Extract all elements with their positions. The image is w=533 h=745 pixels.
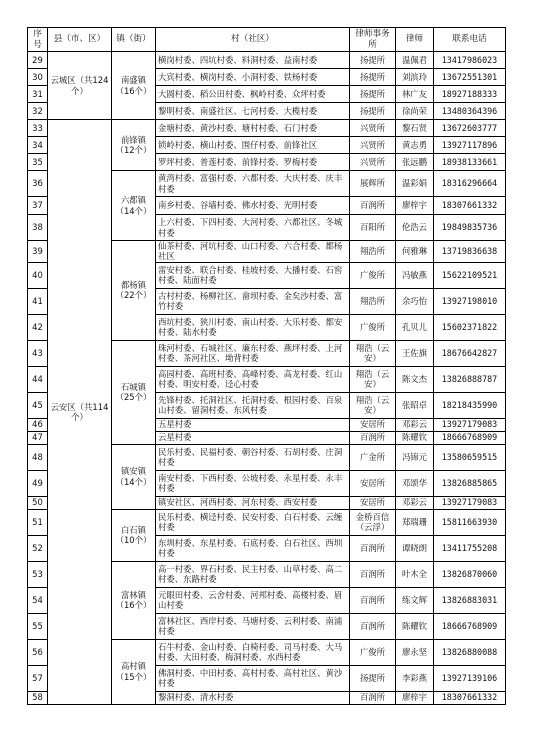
firm-cell: 百润所	[350, 535, 396, 561]
village-cell: 民乐村委、横迳村委、民安村委、白石村委、云缠村委	[156, 509, 350, 535]
lawyer-cell: 林广友	[396, 86, 434, 103]
lawyer-cell: 谭晓朗	[396, 535, 434, 561]
lawyer-cell: 练文辉	[396, 587, 434, 613]
firm-cell: 百润所	[350, 431, 396, 444]
seq-cell: 46	[28, 418, 48, 431]
lawyer-cell: 余巧怡	[396, 288, 434, 314]
lawyer-cell: 邓彩云	[396, 418, 434, 431]
lawyer-cell: 温佩君	[396, 52, 434, 69]
seq-cell: 31	[28, 86, 48, 103]
firm-cell: 百阳所	[350, 215, 396, 241]
lawyer-cell: 温彩娟	[396, 171, 434, 197]
phone-cell: 13826870060	[434, 561, 506, 587]
table-body	[28, 28, 506, 705]
lawyer-cell: 黄志勇	[396, 137, 434, 154]
town-cell: 都杨镇（22个）	[112, 241, 156, 341]
firm-cell: 兴贤所	[350, 154, 396, 171]
county-cell: 云城区（共124个）	[48, 52, 112, 120]
firm-cell: 安居所	[350, 418, 396, 431]
village-cell: 上六村委、下四村委、大河村委、六都社区、冬城村委	[156, 215, 350, 241]
village-cell: 珠河村委、石城社区、廉东村委、燕坪村委、上河村委、茶河社区、坳背村委	[156, 340, 350, 366]
village-cell: 东圳村委、东星村委、石底村委、白石社区、西圳村委	[156, 535, 350, 561]
lawyer-cell: 廖梓宇	[396, 197, 434, 215]
header-phone: 联系电话	[434, 28, 506, 52]
firm-cell: 百润所	[350, 691, 396, 704]
header-firm: 律师事务所	[350, 28, 396, 52]
firm-cell: 扬提所	[350, 86, 396, 103]
seq-cell: 32	[28, 103, 48, 120]
village-cell: 南安村委、下西村委、公坡村委、永星村委、永丰村委	[156, 470, 350, 496]
header-row	[28, 28, 506, 52]
phone-cell: 13826880088	[434, 639, 506, 665]
phone-cell: 18316296664	[434, 171, 506, 197]
seq-cell: 29	[28, 52, 48, 69]
header-county: 县（市、区）	[48, 28, 112, 52]
town-cell: 石城镇（25个）	[112, 340, 156, 444]
header-village: 村（社区）	[156, 28, 350, 52]
firm-cell: 扬提所	[350, 69, 396, 86]
phone-cell: 13480364396	[434, 103, 506, 120]
firm-cell: 百润所	[350, 561, 396, 587]
phone-cell: 15602371822	[434, 314, 506, 340]
seq-cell: 30	[28, 69, 48, 86]
seq-cell: 36	[28, 171, 48, 197]
phone-cell: 13719836638	[434, 241, 506, 263]
phone-cell: 18218435990	[434, 392, 506, 418]
firm-cell: 翔浩（云安）	[350, 340, 396, 366]
firm-cell: 翔浩（云安）	[350, 366, 396, 392]
seq-cell: 47	[28, 431, 48, 444]
phone-cell: 13927117896	[434, 137, 506, 154]
lawyer-cell: 伦浩云	[396, 215, 434, 241]
phone-cell: 18307661332	[434, 691, 506, 704]
seq-cell: 40	[28, 262, 48, 288]
village-cell: 金塘村委、黄沙村委、塘村村委、石门村委	[156, 120, 350, 137]
village-cell: 高一村委、界石村委、民主村委、山草村委、高二村委、东路村委	[156, 561, 350, 587]
phone-cell: 15622109521	[434, 262, 506, 288]
lawyer-cell: 陈耀钦	[396, 613, 434, 639]
village-cell: 古村村委、杨柳社区、畲坝村委、金矣沙村委、富竹村委	[156, 288, 350, 314]
firm-cell: 安居所	[350, 470, 396, 496]
village-cell: 佛洞村委、中田村委、高村村委、高村社区、黄沙村委	[156, 665, 350, 691]
header-town: 镇（街）	[112, 28, 156, 52]
phone-cell: 13927139106	[434, 665, 506, 691]
phone-cell: 18666768909	[434, 431, 506, 444]
lawyer-cell: 冯敏燕	[396, 262, 434, 288]
lawyer-cell: 何雅琳	[396, 241, 434, 263]
seq-cell: 55	[28, 613, 48, 639]
village-cell: 黎明村委、南盛社区、七河村委、大榄村委	[156, 103, 350, 120]
phone-cell: 18938133661	[434, 154, 506, 171]
phone-cell: 18927188333	[434, 86, 506, 103]
lawyer-cell: 徐尚荣	[396, 103, 434, 120]
phone-cell: 13826888787	[434, 366, 506, 392]
firm-cell: 广俊所	[350, 639, 396, 665]
seq-cell: 42	[28, 314, 48, 340]
phone-cell: 15811663930	[434, 509, 506, 535]
seq-cell: 49	[28, 470, 48, 496]
firm-cell: 扬提所	[350, 52, 396, 69]
lawyer-assignment-table	[27, 27, 506, 705]
seq-cell: 50	[28, 496, 48, 509]
seq-cell: 52	[28, 535, 48, 561]
village-cell: 仙茶村委、河坑村委、山口村委、六合村委、都杨社区	[156, 241, 350, 263]
lawyer-cell: 廖永坚	[396, 639, 434, 665]
lawyer-cell: 陈文杰	[396, 366, 434, 392]
firm-cell: 广俊所	[350, 314, 396, 340]
village-cell: 元眼田村委、云舍村委、河邦村委、高楼村委、眉山村委	[156, 587, 350, 613]
lawyer-cell: 刘滨玲	[396, 69, 434, 86]
firm-cell: 兴贤所	[350, 137, 396, 154]
seq-cell: 37	[28, 197, 48, 215]
phone-cell: 13672551301	[434, 69, 506, 86]
seq-cell: 41	[28, 288, 48, 314]
village-cell: 富林社区、西岸村委、马塘村委、云利村委、南浦村委	[156, 613, 350, 639]
lawyer-cell: 邓颂华	[396, 470, 434, 496]
seq-cell: 48	[28, 444, 48, 470]
phone-cell: 13927179083	[434, 496, 506, 509]
phone-cell: 13411755208	[434, 535, 506, 561]
firm-cell: 广俊所	[350, 262, 396, 288]
firm-cell: 扬提所	[350, 103, 396, 120]
village-cell: 罗坪村委、普莲村委、前锋村委、罗梅村委	[156, 154, 350, 171]
firm-cell: 百润所	[350, 613, 396, 639]
village-cell: 五星村委	[156, 418, 350, 431]
phone-cell: 18666768909	[434, 613, 506, 639]
phone-cell: 19849835736	[434, 215, 506, 241]
village-cell: 高园村委、高班村委、高峰村委、高龙村委、红山村委、明安村委、迳心村委	[156, 366, 350, 392]
town-cell: 前锋镇（12个）	[112, 120, 156, 171]
lawyer-cell: 陈耀钦	[396, 431, 434, 444]
phone-cell: 13580659515	[434, 444, 506, 470]
firm-cell: 安居所	[350, 496, 396, 509]
seq-cell: 39	[28, 241, 48, 263]
phone-cell: 18676642827	[434, 340, 506, 366]
seq-cell: 57	[28, 665, 48, 691]
village-cell: 雷安村委、联合村委、桂坡村委、大播村委、石窖村委、陆面村委	[156, 262, 350, 288]
seq-cell: 44	[28, 366, 48, 392]
town-cell: 镇安镇（14个）	[112, 444, 156, 509]
village-cell: 黎洞村委、清水村委	[156, 691, 350, 704]
firm-cell: 百润所	[350, 587, 396, 613]
lawyer-cell: 冯锦元	[396, 444, 434, 470]
header-seq: 序号	[28, 28, 48, 52]
town-cell: 高村镇（15个）	[112, 639, 156, 704]
lawyer-cell: 张远鹏	[396, 154, 434, 171]
phone-cell: 13672603777	[434, 120, 506, 137]
firm-cell: 广金所	[350, 444, 396, 470]
firm-cell: 展辉所	[350, 171, 396, 197]
phone-cell: 13417986023	[434, 52, 506, 69]
phone-cell: 13826883031	[434, 587, 506, 613]
town-cell: 六都镇（14个）	[112, 171, 156, 241]
seq-cell: 58	[28, 691, 48, 704]
seq-cell: 35	[28, 154, 48, 171]
lawyer-cell: 王佐旗	[396, 340, 434, 366]
lawyer-cell: 李彩燕	[396, 665, 434, 691]
lawyer-cell: 叶木全	[396, 561, 434, 587]
firm-cell: 翔浩所	[350, 241, 396, 263]
lawyer-cell: 张昭卓	[396, 392, 434, 418]
lawyer-cell: 郑瑞珊	[396, 509, 434, 535]
seq-cell: 34	[28, 137, 48, 154]
village-cell: 民乐村委、民福村委、朝谷村委、石胡村委、庄洞村委	[156, 444, 350, 470]
seq-cell: 56	[28, 639, 48, 665]
village-cell: 西坑村委、狭川村委、南山村委、大乐村委、都安村委、陆水村委	[156, 314, 350, 340]
village-cell: 大圆村委、稻公田村委、枫岭村委、众坪村委	[156, 86, 350, 103]
seq-cell: 45	[28, 392, 48, 418]
seq-cell: 43	[28, 340, 48, 366]
village-cell: 大宾村委、横岗村委、小洞村委、铁杨村委	[156, 69, 350, 86]
town-cell: 南盛镇（16个）	[112, 52, 156, 120]
firm-cell: 金桥百信（云浮）	[350, 509, 396, 535]
firm-cell: 兴贤所	[350, 120, 396, 137]
village-cell: 先锋村委、托洞社区、托洞村委、根园村委、百泉山村委、留洞村委、东风村委	[156, 392, 350, 418]
firm-cell: 翔浩（云安）	[350, 392, 396, 418]
table-row	[28, 120, 506, 137]
firm-cell: 扬提所	[350, 665, 396, 691]
header-lawyer: 律师	[396, 28, 434, 52]
phone-cell: 13826885865	[434, 470, 506, 496]
seq-cell: 33	[28, 120, 48, 137]
village-cell: 锁岭村委、横山村委、围仔村委、前锋社区	[156, 137, 350, 154]
firm-cell: 翔浩所	[350, 288, 396, 314]
phone-cell: 13927179083	[434, 418, 506, 431]
firm-cell: 百润所	[350, 197, 396, 215]
lawyer-cell: 孔贝儿	[396, 314, 434, 340]
phone-cell: 13927198010	[434, 288, 506, 314]
town-cell: 富林镇（16个）	[112, 561, 156, 639]
seq-cell: 51	[28, 509, 48, 535]
seq-cell: 38	[28, 215, 48, 241]
village-cell: 黄湾村委、富强村委、六都村委、大庆村委、庆丰村委	[156, 171, 350, 197]
village-cell: 横岗村委、四坑村委、料洞村委、益南村委	[156, 52, 350, 69]
seq-cell: 54	[28, 587, 48, 613]
village-cell: 石牛村委、金山村委、白椅村委、司马村委、大马村委、大田村委、梅洞村委、水西村委	[156, 639, 350, 665]
seq-cell: 53	[28, 561, 48, 587]
table-row	[28, 52, 506, 69]
village-cell: 南乡村委、谷墙村委、佛水村委、光明村委	[156, 197, 350, 215]
county-cell: 云安区（共114个）	[48, 120, 112, 705]
lawyer-cell: 黎石贤	[396, 120, 434, 137]
village-cell: 云星村委	[156, 431, 350, 444]
village-cell: 镇安社区、河西村委、河东村委、西安村委	[156, 496, 350, 509]
lawyer-cell: 邓彩云	[396, 496, 434, 509]
town-cell: 白石镇（10个）	[112, 509, 156, 561]
phone-cell: 18307661332	[434, 197, 506, 215]
lawyer-cell: 廖梓宇	[396, 691, 434, 704]
